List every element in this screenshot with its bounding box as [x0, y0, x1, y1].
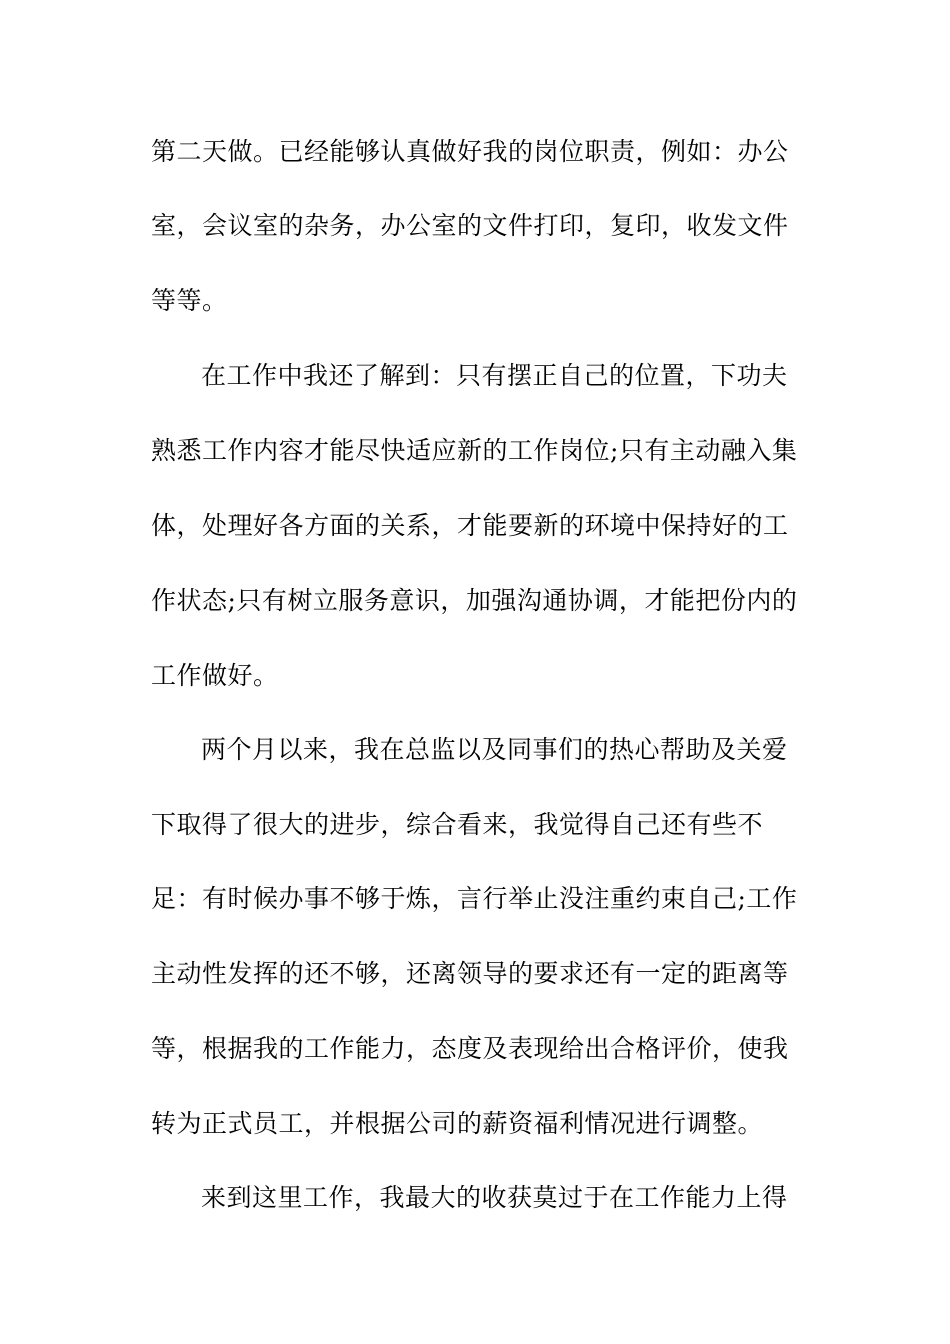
text-line: 足：有时候办事不够于炼，言行举止没注重约束自己;工作: [151, 884, 798, 913]
text-line: 作状态;只有树立服务意识，加强沟通协调，才能把份内的: [151, 586, 798, 615]
text-line: 体，处理好各方面的关系，才能要新的环境中保持好的工: [151, 511, 789, 540]
text-line: 主动性发挥的还不够，还离领导的要求还有一定的距离等: [151, 959, 789, 988]
text-line: 室，会议室的杂务，办公室的文件打印，复印，收发文件: [151, 211, 789, 240]
paragraph-start-line: 两个月以来，我在总监以及同事们的热心帮助及关爱: [201, 735, 788, 764]
text-line: 下取得了很大的进步，综合看来，我觉得自己还有些不: [151, 810, 764, 839]
text-line: 转为正式员工，并根据公司的薪资福利情况进行调整。: [151, 1109, 764, 1138]
text-line: 熟悉工作内容才能尽快适应新的工作岗位;只有主动融入集: [151, 436, 798, 465]
text-line: 第二天做。已经能够认真做好我的岗位职责，例如：办公: [151, 137, 789, 166]
paragraph-start-line: 来到这里工作，我最大的收获莫过于在工作能力上得: [201, 1183, 788, 1212]
text-line: 工作做好。: [151, 661, 279, 690]
text-line: 等等。: [151, 286, 228, 315]
paragraph-start-line: 在工作中我还了解到：只有摆正自己的位置，下功夫: [201, 361, 788, 390]
text-line: 等，根据我的工作能力，态度及表现给出合格评价，使我: [151, 1034, 789, 1063]
